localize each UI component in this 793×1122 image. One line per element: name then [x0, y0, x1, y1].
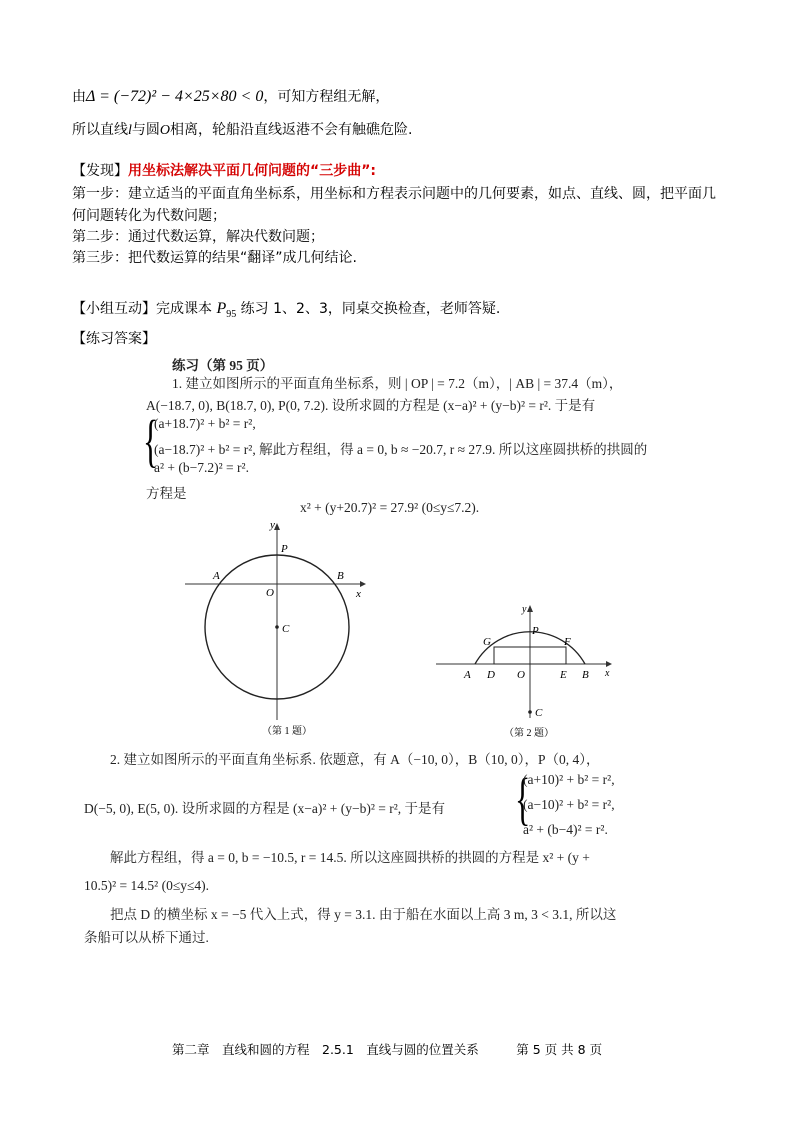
fig1-label-A: A: [213, 570, 220, 582]
fig1-label-B: B: [337, 570, 344, 582]
ex2-line-6: 条船可以从桥下通过.: [84, 930, 209, 945]
conclusion-line-1: [72, 86, 389, 106]
step-1-line-b: 何问题转化为代数问题；: [72, 208, 226, 224]
fig1-x-arrow: [360, 581, 366, 587]
answers-label: 【练习答案】: [72, 331, 156, 347]
fig2-label-D: D: [487, 669, 495, 681]
circle-O-symbol: O: [159, 123, 171, 138]
fig2-label-O: O: [517, 669, 525, 681]
text-prefix: 由: [72, 89, 86, 105]
fig1-center-dot: [275, 625, 279, 629]
ex2-brace: {: [515, 766, 531, 831]
fig2-label-A: A: [464, 669, 471, 681]
exercise-title: 练习（第 95 页）: [172, 358, 274, 373]
discovery-heading: [72, 160, 376, 180]
ex2-line-1: 2. 建立如图所示的平面直角坐标系. 依题意，有 A（−10, 0），B（10, 0），P（0, 4），: [110, 752, 600, 767]
fig2-center-dot: [528, 710, 532, 714]
fig2-label-C: C: [535, 707, 543, 719]
ex2-line-4: 10.5)² = 14.5² (0≤y≤4).: [84, 878, 210, 893]
discovery-bracket: 【发现】: [72, 163, 128, 179]
step-1-line-a: 第一步：建立适当的平面直角坐标系，用坐标和方程表示问题中的几何要素，如点、直线、圆，把平面几: [72, 186, 716, 202]
text-suffix: ，可知方程组无解，: [263, 89, 390, 105]
ex1-line-1: 1. 建立如图所示的平面直角坐标系，则 | OP | = 7.2（m），| AB | = 37.4（m），: [172, 376, 623, 391]
ex1-brace: {: [143, 408, 159, 473]
ex2-line-5: 把点 D 的横坐标 x = −5 代入上式，得 y = 3.1. 由于船在水面以上高 3 m, 3 < 3.1, 所以这: [110, 907, 617, 922]
ex1-line-2: A(−18.7, 0), B(18.7, 0), P(0, 7.2). 设所求圆的方程是 (x−a)² + (y−b)² = r². 于是有: [146, 398, 596, 413]
fig2-label-G: G: [483, 636, 491, 648]
figure-1: [180, 518, 380, 738]
fig2-label-x: x: [605, 668, 610, 679]
page-subscript: 95: [226, 308, 237, 320]
discriminant-formula: Δ = (−72)² − 4×25×80 < 0: [86, 88, 264, 105]
ex2-line-3: 解此方程组，得 a = 0, b = −10.5, r = 14.5. 所以这座圆拱桥的拱圆的方程是 x² + (y +: [110, 850, 590, 865]
ex1-system-1: (a+18.7)² + b² = r²,: [154, 416, 256, 431]
fig1-label-y: y: [270, 519, 275, 531]
text-b: 与圆: [131, 122, 160, 138]
group-suffix: 练习 1、2、3，同桌交换检查，老师答疑.: [236, 301, 501, 317]
fig1-label-C: C: [282, 623, 290, 635]
fig2-y-arrow: [527, 605, 533, 612]
ex1-eq-label: 方程是: [146, 486, 187, 501]
fig1-caption: （第 1 题）: [262, 726, 312, 737]
conclusion-line-2: [72, 119, 412, 139]
ex2-system-1: (a+10)² + b² = r²,: [523, 772, 615, 787]
text-a: 所以直线: [72, 122, 128, 138]
step-3: 第三步：把代数运算的结果“翻译”成几何结论.: [72, 250, 357, 266]
fig2-label-B: B: [582, 669, 589, 681]
fig1-label-O: O: [266, 587, 274, 599]
fig2-label-F: F: [564, 636, 571, 648]
fig2-label-P: P: [532, 625, 539, 637]
page-footer: 第二章 直线和圆的方程 2.5.1 直线与圆的位置关系 第 5 页 共 8 页: [172, 1042, 603, 1057]
ex2-system-2: (a−10)² + b² = r²,: [523, 797, 615, 812]
ex2-system-3: a² + (b−4)² = r².: [523, 822, 608, 837]
line-l-symbol: l: [128, 123, 132, 138]
fig1-y-arrow: [274, 523, 280, 530]
page-symbol: P: [216, 300, 227, 317]
ex2-line-2: D(−5, 0), E(5, 0). 设所求圆的方程是 (x−a)² + (y−b)² = r², 于是有: [84, 801, 446, 816]
group-interaction: [72, 298, 500, 320]
fig2-x-arrow: [606, 661, 612, 667]
group-prefix: 【小组互动】完成课本: [72, 301, 217, 317]
discovery-title: 用坐标法解决平面几何问题的“三步曲”:: [128, 163, 376, 179]
ex1-equation: x² + (y+20.7)² = 27.9² (0≤y≤7.2).: [300, 500, 480, 515]
ex1-system-2: (a−18.7)² + b² = r², 解此方程组，得 a = 0, b ≈ −20.7, r ≈ 27.9. 所以这座圆拱桥的拱圆的: [154, 442, 648, 457]
fig2-caption: （第 2 题）: [504, 728, 554, 739]
figure-2: [434, 600, 624, 740]
text-c: 相离，轮船沿直线返港不会有触礁危险.: [170, 122, 413, 138]
step-2: 第二步：通过代数运算，解决代数问题；: [72, 229, 324, 245]
fig2-label-E: E: [560, 669, 567, 681]
ex1-system-3: a² + (b−7.2)² = r².: [154, 460, 249, 475]
fig1-label-x: x: [356, 588, 361, 600]
fig1-label-P: P: [281, 543, 288, 555]
fig2-label-y: y: [522, 604, 527, 615]
